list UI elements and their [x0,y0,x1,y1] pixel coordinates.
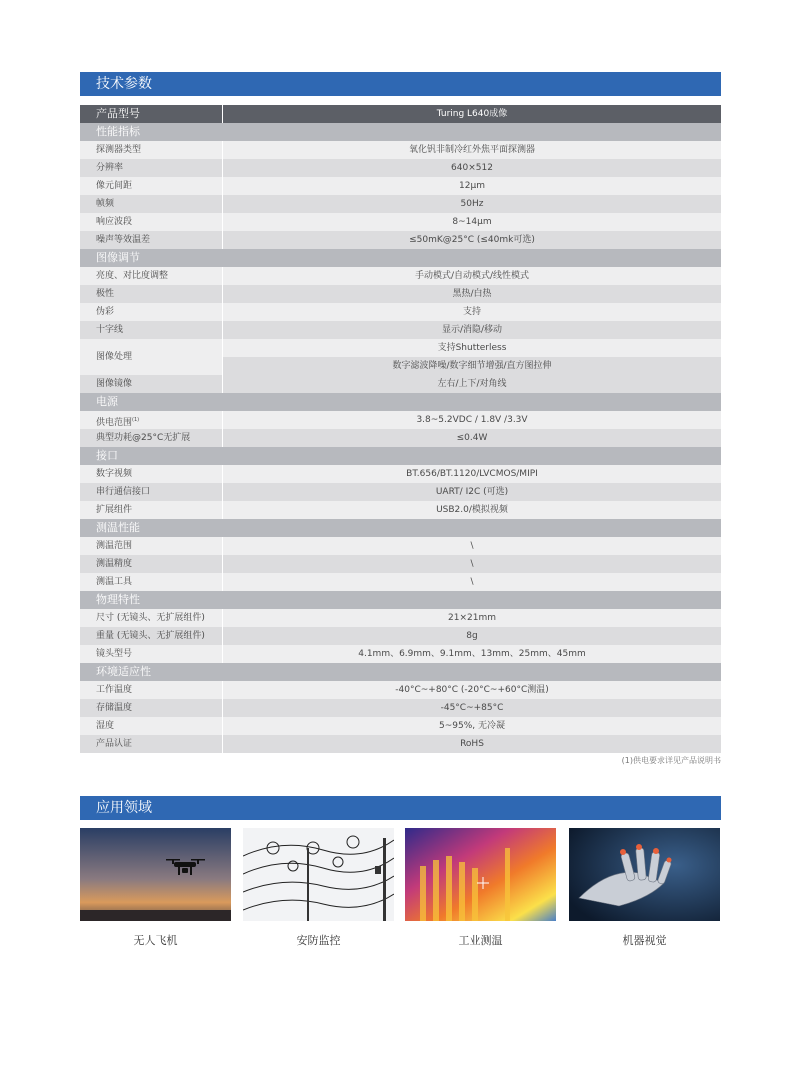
spec-label [80,555,223,573]
spec-value: 支持 [462,307,481,317]
spec-value: 5~95%, 无冷凝 [439,721,505,731]
spec-value: 3.8~5.2VDC / 1.8V /3.3V [416,415,528,425]
app-label: 无人飞机 [133,934,178,947]
app-label: 机器视觉 [622,934,667,947]
security-fence-photo [243,828,394,921]
spec-label-text: 存储温度 [96,703,133,713]
spec-value: 手动模式/自动模式/线性模式 [414,271,530,281]
spec-row [80,141,721,159]
spec-label [80,627,223,645]
spec-label-text: 典型功耗@25°C无扩展 [96,433,191,443]
spec-label-text: 扩展组件 [96,505,133,515]
application-grid [80,828,721,958]
spec-label [80,483,223,501]
spec-row [80,159,721,177]
spec-category-title: 电源 [80,393,721,411]
spec-value: \ [470,559,474,569]
spec-category-title: 物理特性 [80,591,721,609]
spec-row [80,645,721,663]
spec-row [80,267,721,285]
spec-label-text: 供电范围 [96,418,133,428]
spec-row [80,231,721,249]
spec-category-title: 性能指标 [80,123,721,141]
spec-row [80,339,721,375]
spec-label-text: 尺寸 (无镜头、无扩展组件) [96,613,205,623]
spec-row [80,717,721,735]
spec-value-line: 数字滤波降噪/数字细节增强/直方图拉伸 [223,357,721,375]
spec-label [80,609,223,627]
spec-label [80,645,223,663]
spec-label-text: 重量 (无镜头、无扩展组件) [96,631,205,641]
spec-row [80,411,721,429]
spec-value: 12μm [459,181,485,191]
spec-label [80,375,223,393]
spec-row [80,681,721,699]
spec-label [80,177,223,195]
spec-value [223,339,721,375]
spec-label-text: 像元间距 [96,181,133,191]
spec-label [80,321,223,339]
spec-label-text: 帧频 [96,199,115,209]
spec-label [80,159,223,177]
app-item-drone [80,828,231,948]
spec-row [80,483,721,501]
spec-label-text: 测温精度 [96,559,133,569]
spec-value: 左右/上下/对角线 [437,379,507,389]
spec-category-title: 接口 [80,447,721,465]
spec-header-label: 产品型号 [80,105,223,123]
robot-hand-photo [569,828,720,921]
spec-value: ≤0.4W [456,433,488,443]
spec-label [80,339,223,375]
spec-value: 氧化钒非制冷红外焦平面探测器 [408,145,535,155]
spec-label [80,213,223,231]
spec-label [80,537,223,555]
spec-label [80,285,223,303]
spec-value: 640×512 [451,163,493,173]
spec-label-text: 测温工具 [96,577,133,587]
spec-value: RoHS [460,739,484,749]
spec-row [80,285,721,303]
app-label: 安防监控 [296,934,341,947]
spec-value: 50Hz [460,199,484,209]
spec-label-text: 图像镜像 [96,379,133,389]
spec-row [80,555,721,573]
spec-value: 黑热/白热 [452,289,492,299]
spec-label [80,429,223,447]
spec-row [80,375,721,393]
spec-value: ≤50mK@25°C (≤40mk可选) [409,235,535,245]
spec-label [80,573,223,591]
app-section-title: 应用领域 [80,796,721,820]
spec-label-text: 分辨率 [96,163,124,173]
spec-value: 4.1mm、6.9mm、9.1mm、13mm、25mm、45mm [358,649,586,659]
spec-value: 显示/消隐/移动 [441,325,503,335]
spec-label [80,195,223,213]
spec-label [80,411,223,429]
spec-row [80,429,721,447]
spec-label-text: 极性 [96,289,115,299]
footnote: (1)供电要求详见产品说明书 [621,756,721,765]
spec-row [80,195,721,213]
spec-value: 21×21mm [448,613,496,623]
spec-label [80,141,223,159]
spec-row [80,303,721,321]
app-item-vision [569,828,720,948]
spec-label-text: 测温范围 [96,541,133,551]
spec-category-title: 图像调节 [80,249,721,267]
spec-row [80,177,721,195]
spec-value: \ [470,541,474,551]
spec-header-value: Turing L640成像 [436,109,508,119]
spec-label-text: 十字线 [96,325,124,335]
spec-section-title: 技术参数 [80,72,721,96]
spec-row [80,699,721,717]
spec-value: UART/ I2C (可选) [435,487,509,497]
spec-label [80,267,223,285]
spec-value: 8g [466,631,478,641]
spec-label [80,501,223,519]
spec-label-text: 噪声等效温差 [96,235,151,245]
spec-value: USB2.0/模拟视频 [436,505,508,515]
spec-label [80,465,223,483]
spec-label-text: 镜头型号 [96,649,133,659]
spec-label [80,717,223,735]
spec-row [80,501,721,519]
spec-label [80,699,223,717]
spec-value: 8~14μm [452,217,492,227]
spec-label-text: 数字视频 [96,469,133,479]
app-label: 工业测温 [458,934,503,947]
spec-header-row [80,105,721,123]
spec-label-text: 图像处理 [96,352,133,362]
spec-label-text: 工作温度 [96,685,133,695]
spec-label-text: 响应波段 [96,217,133,227]
spec-label-text: 串行通信接口 [96,487,151,497]
spec-label-text: 伪彩 [96,307,115,317]
spec-label [80,303,223,321]
spec-label [80,231,223,249]
spec-row [80,321,721,339]
spec-row [80,735,721,753]
spec-row [80,627,721,645]
spec-label-text: 探测器类型 [96,145,142,155]
spec-row [80,213,721,231]
spec-category-title: 环境适应性 [80,663,721,681]
spec-value: -40°C~+80°C (-20°C~+60°C测温) [395,685,549,695]
app-item-security [243,828,394,948]
thermal-industry-photo [405,828,556,921]
spec-row [80,573,721,591]
spec-label-text: 产品认证 [96,739,133,749]
spec-category-title: 测温性能 [80,519,721,537]
spec-value: \ [470,577,474,587]
spec-value: -45°C~+85°C [440,703,504,713]
spec-label-text: 湿度 [96,721,115,731]
app-item-industry [405,828,556,948]
spec-label [80,681,223,699]
spec-value: BT.656/BT.1120/LVCMOS/MIPI [406,469,538,479]
footnote-marker: (1) [132,417,140,423]
spec-label-text: 亮度、对比度调整 [96,271,169,281]
drone-photo [80,828,231,921]
spec-label [80,735,223,753]
spec-row [80,537,721,555]
spec-row [80,609,721,627]
spec-table [80,105,721,753]
spec-value-line: 支持Shutterless [223,339,721,357]
spec-row [80,465,721,483]
